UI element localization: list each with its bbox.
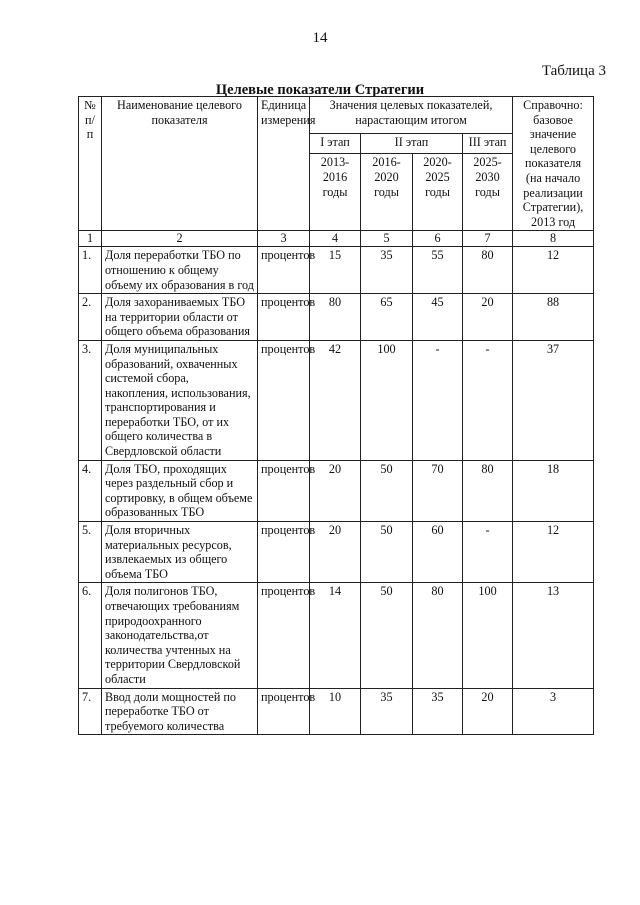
column-number: 2 <box>102 231 258 247</box>
value-2025-2030: 20 <box>463 294 513 341</box>
header-period-4: 2025-2030 годы <box>463 154 513 231</box>
column-number: 6 <box>413 231 463 247</box>
indicator-name: Доля полигонов ТБО, отвечающих требованиям природоохранного законодательства,от количества учтенных на территории Свердловской области <box>102 583 258 688</box>
value-2013-2016: 20 <box>310 522 361 583</box>
indicator-unit: процентов <box>258 583 310 688</box>
base-value-2013: 37 <box>513 340 594 460</box>
row-number: 2. <box>79 294 102 341</box>
indicator-unit: процентов <box>258 294 310 341</box>
value-2016-2020: 100 <box>361 340 413 460</box>
column-number: 3 <box>258 231 310 247</box>
header-unit: Единица измерения <box>258 97 310 231</box>
indicator-unit: процентов <box>258 340 310 460</box>
value-2020-2025: 60 <box>413 522 463 583</box>
header-stage-3: III этап <box>463 134 513 154</box>
header-values-group: Значения целевых показателей, нарастающим итогом <box>310 97 513 134</box>
column-number: 1 <box>79 231 102 247</box>
row-number: 5. <box>79 522 102 583</box>
header-stage-1: I этап <box>310 134 361 154</box>
column-number: 5 <box>361 231 413 247</box>
base-value-2013: 3 <box>513 688 594 735</box>
header-row-1 <box>79 97 594 134</box>
base-value-2013: 13 <box>513 583 594 688</box>
value-2013-2016: 42 <box>310 340 361 460</box>
value-2016-2020: 50 <box>361 522 413 583</box>
value-2025-2030: 80 <box>463 247 513 294</box>
row-number: 7. <box>79 688 102 735</box>
table-row <box>79 247 594 294</box>
column-number-row <box>79 231 594 247</box>
value-2013-2016: 15 <box>310 247 361 294</box>
table-row <box>79 522 594 583</box>
header-num: № п/п <box>79 97 102 231</box>
value-2016-2020: 35 <box>361 247 413 294</box>
base-value-2013: 12 <box>513 522 594 583</box>
value-2020-2025: 35 <box>413 688 463 735</box>
table-row <box>79 340 594 460</box>
table-row <box>79 294 594 341</box>
value-2016-2020: 50 <box>361 460 413 521</box>
value-2020-2025: - <box>413 340 463 460</box>
row-number: 4. <box>79 460 102 521</box>
table-row <box>79 460 594 521</box>
value-2020-2025: 45 <box>413 294 463 341</box>
value-2016-2020: 65 <box>361 294 413 341</box>
indicator-name: Доля муниципальных образований, охваченных системой сбора, накопления, использования, транспортирования и переработки ТБО, от их общего количества в Свердловской области <box>102 340 258 460</box>
value-2025-2030: 80 <box>463 460 513 521</box>
header-period-1: 2013-2016 годы <box>310 154 361 231</box>
value-2016-2020: 35 <box>361 688 413 735</box>
indicator-name: Доля вторичных материальных ресурсов, извлекаемых из общего объема ТБО <box>102 522 258 583</box>
table-label: Таблица 3 <box>541 63 606 79</box>
indicator-name: Доля захораниваемых ТБО на территории области от общего объема образования <box>102 294 258 341</box>
header-name: Наименование целевого показателя <box>102 97 258 231</box>
targets-table <box>78 96 594 735</box>
base-value-2013: 18 <box>513 460 594 521</box>
header-period-3: 2020-2025 годы <box>413 154 463 231</box>
row-number: 1. <box>79 247 102 294</box>
column-number: 8 <box>513 231 594 247</box>
base-value-2013: 12 <box>513 247 594 294</box>
row-number: 3. <box>79 340 102 460</box>
base-value-2013: 88 <box>513 294 594 341</box>
page-number: 14 <box>312 30 328 46</box>
table-row <box>79 688 594 735</box>
value-2025-2030: 20 <box>463 688 513 735</box>
value-2013-2016: 20 <box>310 460 361 521</box>
value-2020-2025: 55 <box>413 247 463 294</box>
column-number: 4 <box>310 231 361 247</box>
value-2013-2016: 80 <box>310 294 361 341</box>
value-2016-2020: 50 <box>361 583 413 688</box>
row-number: 6. <box>79 583 102 688</box>
value-2025-2030: - <box>463 340 513 460</box>
value-2020-2025: 70 <box>413 460 463 521</box>
indicator-unit: процентов <box>258 688 310 735</box>
header-base: Справочно: базовое значение целевого показателя (на начало реализации Стратегии), 2013 год <box>513 97 594 231</box>
value-2013-2016: 14 <box>310 583 361 688</box>
value-2020-2025: 80 <box>413 583 463 688</box>
header-period-2: 2016-2020 годы <box>361 154 413 231</box>
column-number: 7 <box>463 231 513 247</box>
indicator-name: Доля переработки ТБО по отношению к общему объему их образования в год <box>102 247 258 294</box>
indicator-name: Ввод доли мощностей по переработке ТБО от требуемого количества <box>102 688 258 735</box>
indicator-unit: процентов <box>258 460 310 521</box>
header-stage-2: II этап <box>361 134 463 154</box>
table-title: Целевые показатели Стратегии <box>215 82 425 98</box>
indicator-unit: процентов <box>258 522 310 583</box>
table-row <box>79 583 594 688</box>
value-2025-2030: - <box>463 522 513 583</box>
value-2013-2016: 10 <box>310 688 361 735</box>
indicator-unit: процентов <box>258 247 310 294</box>
indicator-name: Доля ТБО, проходящих через раздельный сбор и сортировку, в общем объеме образованных ТБО <box>102 460 258 521</box>
value-2025-2030: 100 <box>463 583 513 688</box>
